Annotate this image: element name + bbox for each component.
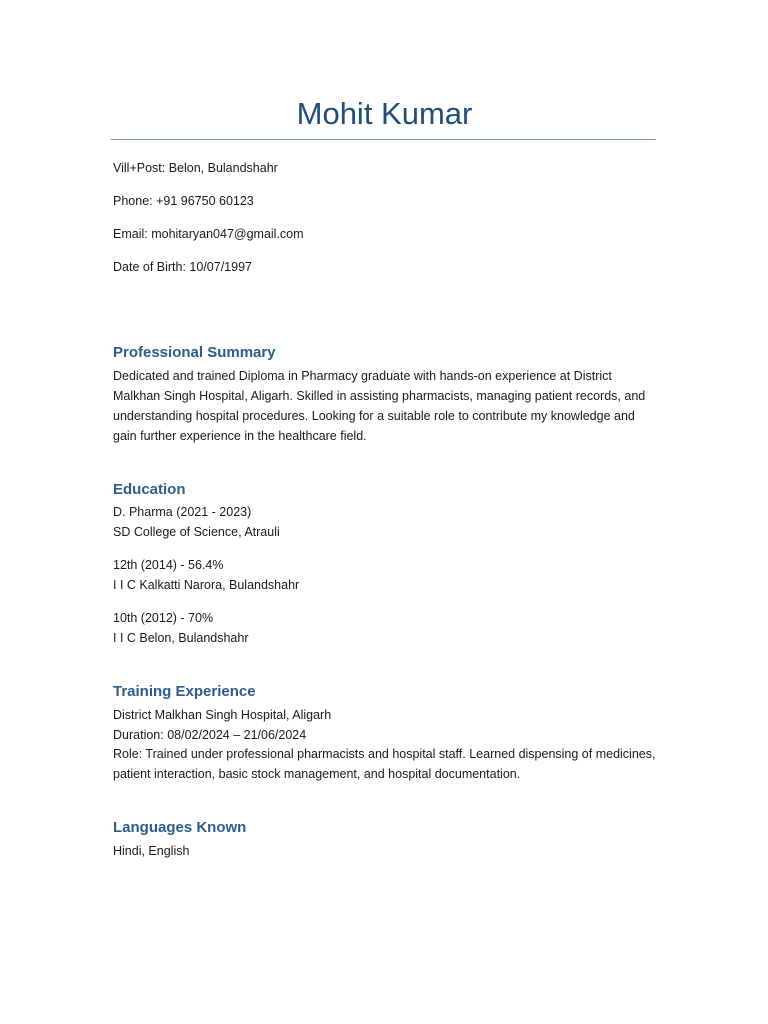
summary-heading: Professional Summary	[113, 344, 276, 361]
education-degree: 12th (2014) - 56.4%	[113, 558, 224, 572]
education-institution: I I C Kalkatti Narora, Bulandshahr	[113, 578, 300, 592]
education-degree: D. Pharma (2021 - 2023)	[113, 505, 252, 519]
title-divider	[111, 139, 656, 140]
languages-list: Hindi, English	[113, 844, 190, 858]
training-heading: Training Experience	[113, 683, 256, 700]
education-heading: Education	[113, 481, 186, 498]
contact-address: Vill+Post: Belon, Bulandshahr	[113, 161, 278, 175]
training-role: Role: Trained under professional pharmacists and hospital staff. Learned dispensing of medicines, patient interaction, basic stock management, and hospital documentation.	[113, 747, 656, 781]
summary-text: Dedicated and trained Diploma in Pharmacy graduate with hands-on experience at District Malkhan Singh Hospital, Aligarh. Skilled in assisting pharmacists, managing patient records, and understanding hospital procedures. Looking for a suitable role to contribute my knowledge and gain further experience in the healthcare field.	[113, 369, 646, 443]
education-institution: I I C Belon, Bulandshahr	[113, 631, 249, 645]
candidate-name: Mohit Kumar	[296, 96, 473, 131]
education-institution: SD College of Science, Atrauli	[113, 525, 280, 539]
training-duration: Duration: 08/02/2024 – 21/06/2024	[113, 728, 307, 742]
languages-heading: Languages Known	[113, 819, 247, 836]
contact-phone: Phone: +91 96750 60123	[113, 194, 254, 208]
contact-email: Email: mohitaryan047@gmail.com	[113, 227, 304, 241]
contact-dob: Date of Birth: 10/07/1997	[113, 260, 252, 274]
education-degree: 10th (2012) - 70%	[113, 611, 214, 625]
training-place: District Malkhan Singh Hospital, Aligarh	[113, 708, 332, 722]
